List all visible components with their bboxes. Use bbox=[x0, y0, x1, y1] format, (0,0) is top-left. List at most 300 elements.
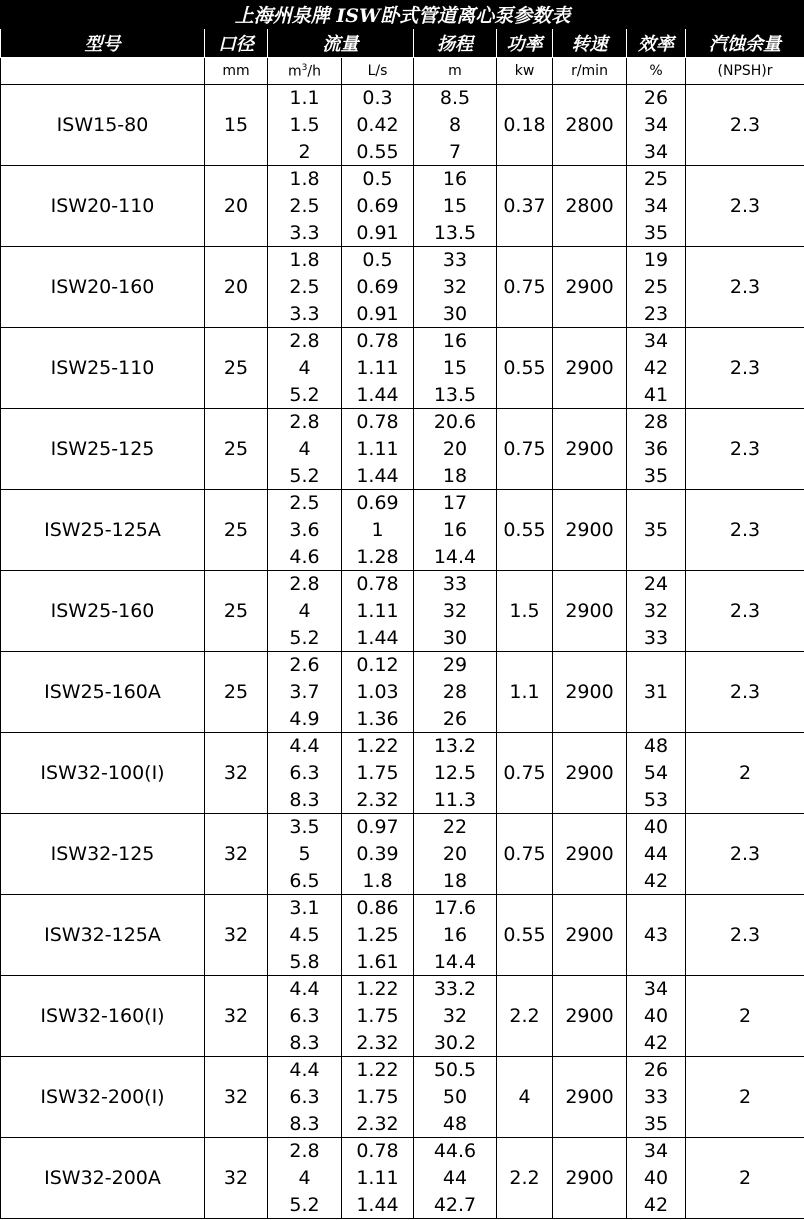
head-cell bbox=[414, 247, 497, 328]
speed-cell: 2900 bbox=[553, 652, 627, 733]
unit-efficiency: % bbox=[627, 58, 686, 85]
table-row bbox=[1, 571, 804, 652]
flow-m3h-cell-value: 4 bbox=[298, 1167, 311, 1189]
efficiency-cell-value: 25 bbox=[643, 276, 669, 298]
efficiency-cell-value: 35 bbox=[643, 519, 669, 541]
flow-ls-cell-stack bbox=[342, 85, 413, 165]
flow-ls-cell-stack bbox=[342, 571, 413, 651]
flow-ls-cell-value: 1.25 bbox=[356, 924, 399, 946]
unit-caliber: mm bbox=[205, 58, 268, 85]
head-cell-stack bbox=[414, 814, 496, 894]
flow-ls-cell-stack bbox=[342, 247, 413, 327]
flow-m3h-cell-value: 3.6 bbox=[289, 519, 320, 541]
head-cell-value: 20 bbox=[442, 438, 468, 460]
flow-ls-cell-value: 2.32 bbox=[356, 789, 399, 811]
flow-ls-cell-stack bbox=[342, 895, 413, 975]
efficiency-cell-stack bbox=[627, 490, 685, 570]
flow-ls-cell-value: 0.69 bbox=[356, 195, 399, 217]
head-cell-value: 15 bbox=[442, 195, 468, 217]
speed-cell: 2900 bbox=[553, 814, 627, 895]
power-cell: 0.18 bbox=[497, 85, 553, 166]
efficiency-cell-stack bbox=[627, 652, 685, 732]
flow-m3h-cell bbox=[268, 409, 342, 490]
flow-m3h-cell bbox=[268, 247, 342, 328]
flow-ls-cell-value: 0.42 bbox=[356, 114, 399, 136]
flow-m3h-cell-stack bbox=[268, 247, 341, 327]
head-cell-value: 16 bbox=[442, 924, 468, 946]
head-cell-value: 20 bbox=[442, 843, 468, 865]
flow-ls-cell-value: 0.69 bbox=[356, 276, 399, 298]
npsh-cell: 2 bbox=[686, 976, 804, 1057]
header-power: 功率 bbox=[497, 29, 553, 58]
flow-ls-cell bbox=[342, 733, 414, 814]
efficiency-cell-value: 25 bbox=[643, 168, 669, 190]
flow-m3h-cell-stack bbox=[268, 1057, 341, 1137]
power-cell: 1.5 bbox=[497, 571, 553, 652]
flow-ls-cell bbox=[342, 976, 414, 1057]
flow-m3h-cell-value: 6.3 bbox=[289, 1086, 320, 1108]
table-row bbox=[1, 976, 804, 1057]
head-cell-value: 50 bbox=[442, 1086, 468, 1108]
flow-m3h-cell-stack bbox=[268, 814, 341, 894]
unit-flow-m3h-sup: 3 bbox=[301, 62, 308, 73]
power-cell: 0.75 bbox=[497, 733, 553, 814]
efficiency-cell-value: 48 bbox=[643, 735, 669, 757]
head-cell-stack bbox=[414, 652, 496, 732]
head-cell-value: 33 bbox=[442, 249, 468, 271]
unit-model-blank bbox=[1, 58, 205, 85]
efficiency-cell bbox=[627, 976, 686, 1057]
flow-ls-cell-value: 1.11 bbox=[356, 438, 399, 460]
flow-ls-cell-value: 1 bbox=[371, 519, 384, 541]
npsh-cell: 2.3 bbox=[686, 571, 804, 652]
flow-m3h-cell bbox=[268, 85, 342, 166]
head-cell-stack bbox=[414, 85, 496, 165]
head-cell-value: 42.7 bbox=[433, 1194, 477, 1216]
efficiency-cell-value: 40 bbox=[643, 1005, 669, 1027]
head-cell-value: 18 bbox=[442, 465, 468, 487]
flow-m3h-cell-value: 3.1 bbox=[289, 897, 320, 919]
head-cell-value: 18 bbox=[442, 870, 468, 892]
efficiency-cell-value: 19 bbox=[643, 249, 669, 271]
efficiency-cell-value: 26 bbox=[643, 1059, 669, 1081]
flow-ls-cell bbox=[342, 247, 414, 328]
efficiency-cell bbox=[627, 895, 686, 976]
npsh-cell: 2.3 bbox=[686, 328, 804, 409]
header-model: 型号 bbox=[1, 29, 205, 58]
flow-ls-cell-value: 1.22 bbox=[356, 978, 399, 1000]
speed-cell: 2800 bbox=[553, 85, 627, 166]
efficiency-cell-value: 34 bbox=[643, 141, 669, 163]
efficiency-cell-value: 33 bbox=[643, 627, 669, 649]
unit-row bbox=[1, 58, 804, 85]
flow-ls-cell bbox=[342, 409, 414, 490]
flow-ls-cell-value: 1.36 bbox=[356, 708, 399, 730]
efficiency-cell bbox=[627, 490, 686, 571]
flow-ls-cell-stack bbox=[342, 328, 413, 408]
head-cell bbox=[414, 409, 497, 490]
speed-cell: 2900 bbox=[553, 571, 627, 652]
head-cell bbox=[414, 490, 497, 571]
flow-m3h-cell bbox=[268, 490, 342, 571]
efficiency-cell-value: 40 bbox=[643, 816, 669, 838]
efficiency-cell-stack bbox=[627, 814, 685, 894]
efficiency-cell bbox=[627, 166, 686, 247]
table-title: 上海州泉牌 ISW卧式管道离心泵参数表 bbox=[1, 1, 804, 29]
caliber-cell: 32 bbox=[205, 976, 268, 1057]
model-cell: ISW32-200A bbox=[1, 1138, 205, 1219]
table-row bbox=[1, 85, 804, 166]
model-cell: ISW25-125 bbox=[1, 409, 205, 490]
efficiency-cell-stack bbox=[627, 328, 685, 408]
table-row bbox=[1, 328, 804, 409]
head-cell-value: 16 bbox=[442, 519, 468, 541]
flow-m3h-cell-value: 2 bbox=[298, 141, 311, 163]
flow-ls-cell bbox=[342, 895, 414, 976]
caliber-cell: 25 bbox=[205, 571, 268, 652]
table-row bbox=[1, 247, 804, 328]
head-cell-value: 50.5 bbox=[433, 1059, 477, 1081]
head-cell-value: 8.5 bbox=[439, 87, 471, 109]
unit-flow-ls: L/s bbox=[342, 58, 414, 85]
efficiency-cell-stack bbox=[627, 409, 685, 489]
head-cell bbox=[414, 166, 497, 247]
head-cell-value: 32 bbox=[442, 1005, 468, 1027]
head-cell bbox=[414, 895, 497, 976]
caliber-cell: 32 bbox=[205, 1057, 268, 1138]
flow-ls-cell-value: 0.78 bbox=[356, 411, 399, 433]
caliber-cell: 32 bbox=[205, 895, 268, 976]
header-efficiency: 效率 bbox=[627, 29, 686, 58]
caliber-cell: 20 bbox=[205, 166, 268, 247]
flow-ls-cell bbox=[342, 1057, 414, 1138]
npsh-cell: 2.3 bbox=[686, 490, 804, 571]
flow-m3h-cell-value: 4 bbox=[298, 438, 311, 460]
head-cell bbox=[414, 976, 497, 1057]
caliber-cell: 25 bbox=[205, 652, 268, 733]
flow-m3h-cell bbox=[268, 1057, 342, 1138]
unit-head: m bbox=[414, 58, 497, 85]
power-cell: 0.75 bbox=[497, 409, 553, 490]
head-cell-value: 8 bbox=[448, 114, 462, 136]
flow-m3h-cell bbox=[268, 571, 342, 652]
efficiency-cell-value: 42 bbox=[643, 1032, 669, 1054]
flow-m3h-cell-stack bbox=[268, 328, 341, 408]
caliber-cell: 25 bbox=[205, 490, 268, 571]
flow-ls-cell-stack bbox=[342, 976, 413, 1056]
flow-m3h-cell bbox=[268, 976, 342, 1057]
caliber-cell: 32 bbox=[205, 814, 268, 895]
head-cell-value: 14.4 bbox=[433, 951, 477, 973]
head-cell-stack bbox=[414, 490, 496, 570]
efficiency-cell-value: 35 bbox=[643, 1113, 669, 1135]
flow-m3h-cell bbox=[268, 814, 342, 895]
flow-m3h-cell-value: 2.8 bbox=[289, 330, 320, 352]
head-cell-stack bbox=[414, 571, 496, 651]
model-cell: ISW20-160 bbox=[1, 247, 205, 328]
flow-ls-cell-value: 1.11 bbox=[356, 1167, 399, 1189]
flow-ls-cell bbox=[342, 814, 414, 895]
flow-ls-cell-value: 1.61 bbox=[356, 951, 399, 973]
head-cell-value: 20.6 bbox=[433, 411, 477, 433]
flow-ls-cell-value: 1.44 bbox=[356, 384, 399, 406]
caliber-cell: 25 bbox=[205, 409, 268, 490]
model-cell: ISW32-160(I) bbox=[1, 976, 205, 1057]
efficiency-cell-value: 34 bbox=[643, 114, 669, 136]
caliber-cell: 20 bbox=[205, 247, 268, 328]
head-cell bbox=[414, 652, 497, 733]
flow-m3h-cell bbox=[268, 166, 342, 247]
efficiency-cell bbox=[627, 1138, 686, 1219]
power-cell: 0.37 bbox=[497, 166, 553, 247]
flow-m3h-cell-stack bbox=[268, 976, 341, 1056]
efficiency-cell-value: 53 bbox=[643, 789, 669, 811]
efficiency-cell-value: 36 bbox=[643, 438, 669, 460]
npsh-cell: 2.3 bbox=[686, 814, 804, 895]
npsh-cell: 2 bbox=[686, 1138, 804, 1219]
speed-cell: 2800 bbox=[553, 166, 627, 247]
speed-cell: 2900 bbox=[553, 328, 627, 409]
efficiency-cell-value: 42 bbox=[643, 357, 669, 379]
power-cell: 0.75 bbox=[497, 814, 553, 895]
header-row bbox=[1, 29, 804, 58]
head-cell-value: 15 bbox=[442, 357, 468, 379]
flow-ls-cell-value: 0.5 bbox=[362, 168, 393, 190]
unit-flow-m3h-base: m bbox=[288, 63, 302, 80]
caliber-cell: 32 bbox=[205, 733, 268, 814]
head-cell-value: 33 bbox=[442, 573, 468, 595]
efficiency-cell-value: 23 bbox=[643, 303, 669, 325]
efficiency-cell-stack bbox=[627, 571, 685, 651]
flow-m3h-cell-value: 4.4 bbox=[289, 978, 320, 1000]
table-row bbox=[1, 490, 804, 571]
efficiency-cell-value: 40 bbox=[643, 1167, 669, 1189]
flow-m3h-cell-value: 5.2 bbox=[289, 1194, 320, 1216]
flow-ls-cell bbox=[342, 85, 414, 166]
flow-ls-cell-value: 1.75 bbox=[356, 1086, 399, 1108]
head-cell-stack bbox=[414, 895, 496, 975]
flow-ls-cell-value: 1.8 bbox=[362, 870, 393, 892]
title-row bbox=[1, 1, 804, 29]
head-cell-value: 13.2 bbox=[433, 735, 477, 757]
flow-m3h-cell-value: 5.2 bbox=[289, 465, 320, 487]
head-cell-stack bbox=[414, 247, 496, 327]
efficiency-cell-value: 34 bbox=[643, 978, 669, 1000]
model-cell: ISW25-160 bbox=[1, 571, 205, 652]
flow-ls-cell-stack bbox=[342, 1138, 413, 1218]
npsh-cell: 2 bbox=[686, 1057, 804, 1138]
efficiency-cell-value: 42 bbox=[643, 1194, 669, 1216]
head-cell-value: 13.5 bbox=[433, 384, 477, 406]
unit-flow-m3h bbox=[268, 58, 342, 85]
flow-ls-cell-value: 0.86 bbox=[356, 897, 399, 919]
head-cell bbox=[414, 1138, 497, 1219]
efficiency-cell-value: 42 bbox=[643, 870, 669, 892]
flow-ls-cell-stack bbox=[342, 652, 413, 732]
caliber-cell: 25 bbox=[205, 328, 268, 409]
flow-m3h-cell-value: 4.9 bbox=[289, 708, 320, 730]
unit-flow-m3h-tail: /h bbox=[307, 63, 321, 80]
flow-m3h-cell-value: 4.5 bbox=[289, 924, 320, 946]
flow-m3h-cell bbox=[268, 895, 342, 976]
efficiency-cell-stack bbox=[627, 976, 685, 1056]
npsh-cell: 2.3 bbox=[686, 166, 804, 247]
head-cell-value: 48 bbox=[442, 1113, 468, 1135]
efficiency-cell bbox=[627, 247, 686, 328]
efficiency-cell-stack bbox=[627, 247, 685, 327]
flow-m3h-cell-stack bbox=[268, 490, 341, 570]
flow-m3h-cell-value: 1.1 bbox=[289, 87, 320, 109]
flow-ls-cell bbox=[342, 652, 414, 733]
flow-ls-cell-value: 1.44 bbox=[356, 1194, 399, 1216]
flow-m3h-cell bbox=[268, 1138, 342, 1219]
flow-m3h-cell-value: 8.3 bbox=[289, 1032, 320, 1054]
efficiency-cell-value: 34 bbox=[643, 195, 669, 217]
npsh-cell: 2.3 bbox=[686, 247, 804, 328]
model-cell: ISW15-80 bbox=[1, 85, 205, 166]
flow-m3h-cell-value: 3.3 bbox=[289, 303, 320, 325]
power-cell: 4 bbox=[497, 1057, 553, 1138]
head-cell-value: 30 bbox=[442, 303, 468, 325]
efficiency-cell-value: 35 bbox=[643, 222, 669, 244]
flow-m3h-cell-stack bbox=[268, 1138, 341, 1218]
flow-ls-cell-stack bbox=[342, 409, 413, 489]
flow-ls-cell-value: 0.78 bbox=[356, 1140, 399, 1162]
flow-m3h-cell-value: 2.6 bbox=[289, 654, 320, 676]
flow-ls-cell-value: 2.32 bbox=[356, 1113, 399, 1135]
efficiency-cell bbox=[627, 85, 686, 166]
model-cell: ISW32-200(I) bbox=[1, 1057, 205, 1138]
unit-npsh: (NPSH)r bbox=[686, 58, 804, 85]
npsh-cell: 2.3 bbox=[686, 409, 804, 490]
speed-cell: 2900 bbox=[553, 1057, 627, 1138]
head-cell-stack bbox=[414, 733, 496, 813]
efficiency-cell bbox=[627, 1057, 686, 1138]
model-cell: ISW25-110 bbox=[1, 328, 205, 409]
head-cell-value: 16 bbox=[442, 168, 468, 190]
flow-m3h-cell bbox=[268, 733, 342, 814]
model-cell: ISW32-125 bbox=[1, 814, 205, 895]
flow-ls-cell-value: 0.91 bbox=[356, 303, 399, 325]
flow-ls-cell-value: 1.11 bbox=[356, 357, 399, 379]
flow-m3h-cell-value: 5.2 bbox=[289, 627, 320, 649]
power-cell: 2.2 bbox=[497, 976, 553, 1057]
flow-ls-cell-value: 0.97 bbox=[356, 816, 399, 838]
head-cell-value: 17.6 bbox=[433, 897, 477, 919]
efficiency-cell-stack bbox=[627, 1138, 685, 1218]
head-cell bbox=[414, 814, 497, 895]
head-cell bbox=[414, 733, 497, 814]
header-npsh: 汽蚀余量 bbox=[686, 29, 804, 58]
flow-m3h-cell-value: 8.3 bbox=[289, 789, 320, 811]
flow-ls-cell-stack bbox=[342, 1057, 413, 1137]
head-cell-value: 17 bbox=[442, 492, 468, 514]
speed-cell: 2900 bbox=[553, 1138, 627, 1219]
flow-ls-cell-value: 2.32 bbox=[356, 1032, 399, 1054]
flow-m3h-cell-value: 6.3 bbox=[289, 1005, 320, 1027]
efficiency-cell bbox=[627, 733, 686, 814]
power-cell: 0.55 bbox=[497, 490, 553, 571]
flow-ls-cell-value: 0.78 bbox=[356, 330, 399, 352]
table-row bbox=[1, 895, 804, 976]
flow-m3h-cell-value: 2.8 bbox=[289, 1140, 320, 1162]
efficiency-cell-stack bbox=[627, 85, 685, 165]
head-cell-value: 22 bbox=[442, 816, 468, 838]
efficiency-cell bbox=[627, 409, 686, 490]
power-cell: 1.1 bbox=[497, 652, 553, 733]
efficiency-cell-stack bbox=[627, 1057, 685, 1137]
head-cell-value: 44.6 bbox=[433, 1140, 477, 1162]
flow-ls-cell bbox=[342, 328, 414, 409]
table-row bbox=[1, 733, 804, 814]
efficiency-cell bbox=[627, 571, 686, 652]
flow-ls-cell bbox=[342, 490, 414, 571]
efficiency-cell bbox=[627, 652, 686, 733]
flow-m3h-cell-value: 2.8 bbox=[289, 573, 320, 595]
caliber-cell: 15 bbox=[205, 85, 268, 166]
flow-ls-cell-value: 0.3 bbox=[362, 87, 393, 109]
model-cell: ISW25-125A bbox=[1, 490, 205, 571]
head-cell-value: 12.5 bbox=[433, 762, 477, 784]
unit-power: kw bbox=[497, 58, 553, 85]
efficiency-cell-value: 33 bbox=[643, 1086, 669, 1108]
power-cell: 2.2 bbox=[497, 1138, 553, 1219]
flow-ls-cell bbox=[342, 166, 414, 247]
flow-m3h-cell-value: 8.3 bbox=[289, 1113, 320, 1135]
flow-ls-cell-value: 1.03 bbox=[356, 681, 399, 703]
flow-ls-cell-value: 0.78 bbox=[356, 573, 399, 595]
head-cell-value: 16 bbox=[442, 330, 468, 352]
flow-m3h-cell bbox=[268, 328, 342, 409]
header-speed: 转速 bbox=[553, 29, 627, 58]
flow-m3h-cell-value: 1.5 bbox=[289, 114, 320, 136]
efficiency-cell-value: 54 bbox=[643, 762, 669, 784]
head-cell-value: 30.2 bbox=[433, 1032, 477, 1054]
flow-ls-cell-value: 0.55 bbox=[356, 141, 399, 163]
header-head: 扬程 bbox=[414, 29, 497, 58]
flow-ls-cell-value: 0.12 bbox=[356, 654, 399, 676]
flow-m3h-cell-value: 2.5 bbox=[289, 195, 320, 217]
table-row bbox=[1, 814, 804, 895]
flow-ls-cell-value: 0.5 bbox=[362, 249, 393, 271]
flow-m3h-cell-value: 5.2 bbox=[289, 384, 320, 406]
efficiency-cell-value: 44 bbox=[643, 843, 669, 865]
npsh-cell: 2.3 bbox=[686, 85, 804, 166]
flow-ls-cell-value: 0.91 bbox=[356, 222, 399, 244]
table-row bbox=[1, 1138, 804, 1219]
flow-m3h-cell-stack bbox=[268, 166, 341, 246]
head-cell bbox=[414, 571, 497, 652]
flow-ls-cell-value: 1.75 bbox=[356, 762, 399, 784]
model-cell: ISW25-160A bbox=[1, 652, 205, 733]
npsh-cell: 2 bbox=[686, 733, 804, 814]
flow-ls-cell-stack bbox=[342, 490, 413, 570]
flow-m3h-cell-stack bbox=[268, 85, 341, 165]
unit-speed: r/min bbox=[553, 58, 627, 85]
efficiency-cell-value: 43 bbox=[643, 924, 669, 946]
flow-ls-cell bbox=[342, 1138, 414, 1219]
table-row bbox=[1, 409, 804, 490]
flow-m3h-cell-value: 4 bbox=[298, 357, 311, 379]
efficiency-cell-stack bbox=[627, 895, 685, 975]
model-cell: ISW32-125A bbox=[1, 895, 205, 976]
efficiency-cell-stack bbox=[627, 166, 685, 246]
head-cell-value: 28 bbox=[442, 681, 468, 703]
head-cell-stack bbox=[414, 1057, 496, 1137]
flow-m3h-cell-value: 2.5 bbox=[289, 276, 320, 298]
flow-ls-cell-stack bbox=[342, 814, 413, 894]
header-caliber: 口径 bbox=[205, 29, 268, 58]
